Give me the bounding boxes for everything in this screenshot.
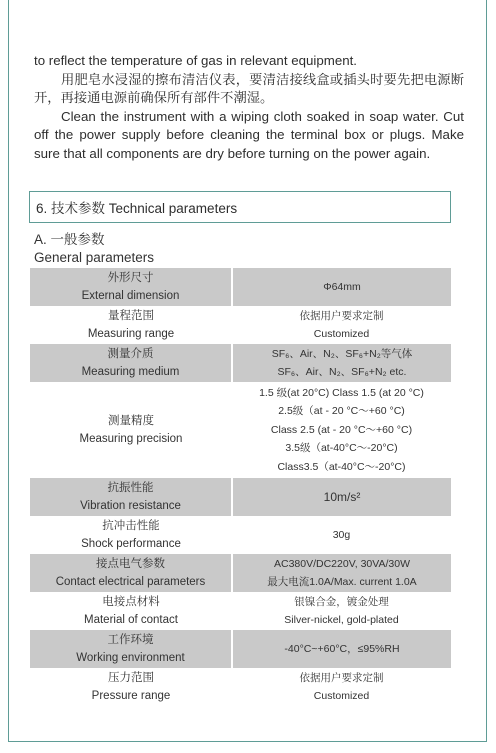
param-name-cell	[30, 630, 232, 668]
param-value: 10m/s²	[323, 489, 361, 504]
param-value: 30g	[332, 528, 351, 541]
param-name-cn: 量程范围	[107, 309, 154, 322]
param-name-cell	[30, 382, 232, 478]
parameters-table	[30, 268, 451, 706]
section-title: 6. 技术参数 Technical parameters	[36, 201, 238, 216]
param-row-measuring-precision	[30, 382, 451, 478]
param-name-cn: 电接点材料	[102, 595, 160, 608]
param-row-pressure-range	[30, 668, 451, 706]
param-name-cn: 测量精度	[107, 414, 154, 427]
param-value: 依据用户要求定制	[299, 309, 384, 322]
param-row-working-environment	[30, 630, 451, 668]
intro-en-paragraph: Clean the instrument with a wiping cloth soaked in soap water. Cut off the power supply before cleaning the terminal box or plugs. Make sure that all components are dry before turning on the power again.	[34, 108, 464, 161]
param-name-en: Shock performance	[81, 538, 181, 550]
param-row-external-dimension	[30, 268, 451, 306]
param-value-cell	[232, 668, 451, 706]
param-value-cell	[232, 592, 451, 630]
param-row-contact-electrical-parameters	[30, 554, 451, 592]
param-name-cell	[30, 306, 232, 344]
param-name-cn: 测量介质	[107, 347, 154, 360]
param-name-en: External dimension	[81, 290, 180, 302]
intro-continuation: to reflect the temperature of gas in relevant equipment.	[34, 53, 358, 68]
param-row-shock-performance	[30, 516, 451, 554]
param-name-en: Measuring precision	[79, 433, 183, 445]
param-name-cn: 外形尺寸	[107, 271, 154, 284]
param-value: SF₆、Air、N₂、SF₆+N₂ etc.	[277, 366, 407, 378]
param-name-en: Vibration resistance	[80, 500, 181, 512]
param-name-cell	[30, 516, 232, 554]
param-name-en: Pressure range	[91, 690, 171, 702]
param-value: 2.5级（at - 20 °C～+60 °C)	[278, 405, 405, 418]
param-name-cn: 抗振性能	[107, 481, 154, 494]
param-name-en: Material of contact	[84, 614, 178, 626]
param-name-cell	[30, 592, 232, 630]
param-value: 最大电流1.0A/Max. current 1.0A	[267, 576, 417, 588]
section-heading-technical-parameters	[29, 191, 451, 223]
param-value: Class3.5（at-40°C～-20°C)	[277, 460, 406, 473]
param-value: Silver-nickel, gold-plated	[284, 614, 399, 626]
param-row-measuring-range	[30, 306, 451, 344]
subsection-title-en: General parameters	[34, 250, 155, 265]
param-value-cell	[232, 382, 451, 478]
param-value-cell	[232, 554, 451, 592]
param-name-cell	[30, 478, 232, 516]
param-value: -40°C~+60°C，≤95%RH	[284, 642, 400, 655]
param-value: 银镍合金，镀金处理	[294, 595, 389, 608]
param-value-cell	[232, 268, 451, 306]
param-value: Class 2.5 (at - 20 °C～+60 °C)	[270, 423, 413, 436]
param-name-cell	[30, 554, 232, 592]
param-row-vibration-resistance	[30, 478, 451, 516]
param-name-en: Measuring range	[87, 328, 175, 340]
param-name-cell	[30, 268, 232, 306]
param-value: 依据用户要求定制	[299, 671, 384, 684]
param-value-cell	[232, 630, 451, 668]
subsection-heading	[34, 231, 154, 267]
param-row-measuring-medium	[30, 344, 451, 382]
param-name-cell	[30, 668, 232, 706]
param-value: Customized	[313, 690, 370, 702]
param-value: AC380V/DC220V, 30VA/30W	[273, 557, 410, 570]
subsection-title-cn: A. 一般参数	[34, 232, 105, 247]
param-value-cell	[232, 344, 451, 382]
param-name-en: Contact electrical parameters	[55, 576, 206, 588]
param-value: 1.5 级(at 20°C) Class 1.5 (at 20 °C)	[259, 386, 424, 399]
intro-cn-paragraph: 用肥皂水浸湿的擦布清洁仪表，要清洁接线盒或插头时要先把电源断开，再接通电源前确保所有部件不潮湿。	[34, 71, 464, 105]
param-value: 3.5级（at-40°C～-20°C)	[285, 442, 398, 455]
param-value: Φ64mm	[323, 280, 361, 293]
intro-text	[34, 52, 464, 163]
param-name-cell	[30, 344, 232, 382]
param-name-cn: 工作环境	[107, 633, 154, 646]
param-name-en: Working environment	[76, 652, 185, 664]
param-row-material-of-contact	[30, 592, 451, 630]
param-value: Customized	[313, 328, 370, 340]
param-value-cell	[232, 516, 451, 554]
param-name-cn: 抗冲击性能	[102, 519, 160, 532]
param-value-cell	[232, 478, 451, 516]
param-value: SF₆、Air、N₂、SF₆+N₂等气体	[271, 347, 413, 360]
param-name-en: Measuring medium	[81, 366, 180, 378]
param-name-cn: 压力范围	[107, 671, 154, 684]
param-value-cell	[232, 306, 451, 344]
param-name-cn: 接点电气参数	[95, 557, 165, 570]
